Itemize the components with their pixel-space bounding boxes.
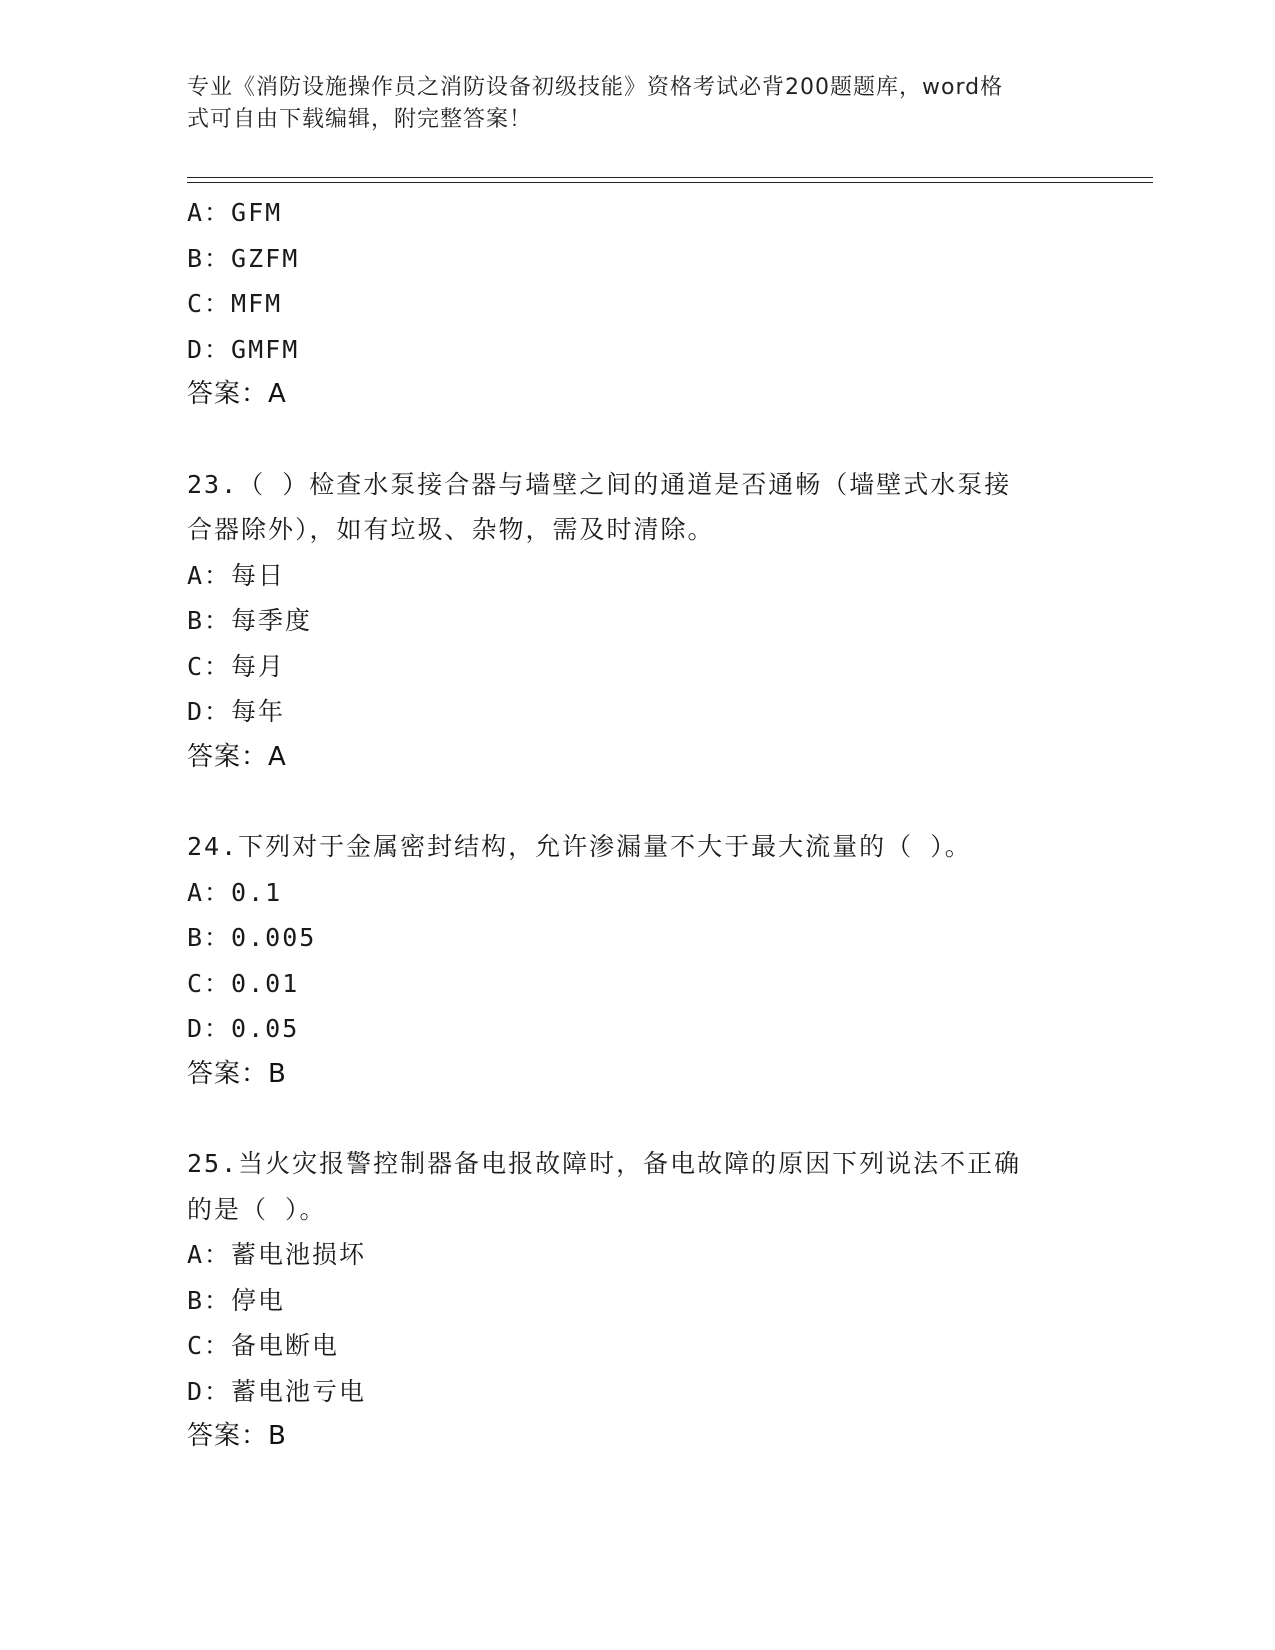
question-23 <box>187 462 1087 781</box>
answer: 答案：B <box>187 1421 287 1451</box>
option-c: C：每月 <box>187 651 286 681</box>
option-b: B：每季度 <box>187 606 313 635</box>
question-24 <box>187 824 1087 1097</box>
option-d: D：GMFM <box>187 334 300 364</box>
option-a: A：蓄电池损坏 <box>187 1240 367 1269</box>
option-b: B：停电 <box>187 1285 286 1315</box>
question-text-line-2: 合器除外），如有垃圾、杂物，需及时清除。 <box>187 515 715 544</box>
header-divider-bottom <box>187 182 1153 183</box>
answer: 答案：B <box>187 1058 287 1089</box>
header-divider-top <box>187 177 1153 178</box>
header-line-2: 式可自由下载编辑，附完整答案！ <box>187 107 533 132</box>
option-b: B：GZFM <box>187 243 300 273</box>
question-text-line-2: 的是（ ）。 <box>187 1194 327 1224</box>
option-a: A：0.1 <box>187 877 283 907</box>
option-c: C：MFM <box>187 289 283 318</box>
answer: 答案：A <box>187 379 287 409</box>
question-25 <box>187 1141 1087 1460</box>
question-22-continued <box>187 190 1087 418</box>
spacer <box>187 418 1087 462</box>
question-text-line-1: 24.下列对于金属密封结构，允许渗漏量不大于最大流量的（ ）。 <box>187 832 972 861</box>
question-text-line-1: 23.（ ）检查水泵接合器与墙壁之间的通道是否通畅（墙壁式水泵接 <box>187 469 1012 499</box>
answer: 答案：A <box>187 741 287 772</box>
option-d: D：蓄电池亏电 <box>187 1376 367 1406</box>
question-text-line-1: 25.当火灾报警控制器备电报故障时，备电故障的原因下列说法不正确 <box>187 1149 1022 1178</box>
option-a: A：GFM <box>187 198 283 227</box>
option-d: D：0.05 <box>187 1014 300 1043</box>
option-a: A：每日 <box>187 560 286 590</box>
spacer <box>187 1097 1087 1141</box>
option-d: D：每年 <box>187 697 286 726</box>
header-line-1: 专业《消防设施操作员之消防设备初级技能》资格考试必背200题题库，word格 <box>187 75 1004 100</box>
question-list <box>187 190 1087 1460</box>
option-c: C：0.01 <box>187 968 300 998</box>
option-b: B：0.005 <box>187 923 317 952</box>
spacer <box>187 780 1087 824</box>
document-header <box>187 72 1067 136</box>
option-c: C：备电断电 <box>187 1331 340 1360</box>
